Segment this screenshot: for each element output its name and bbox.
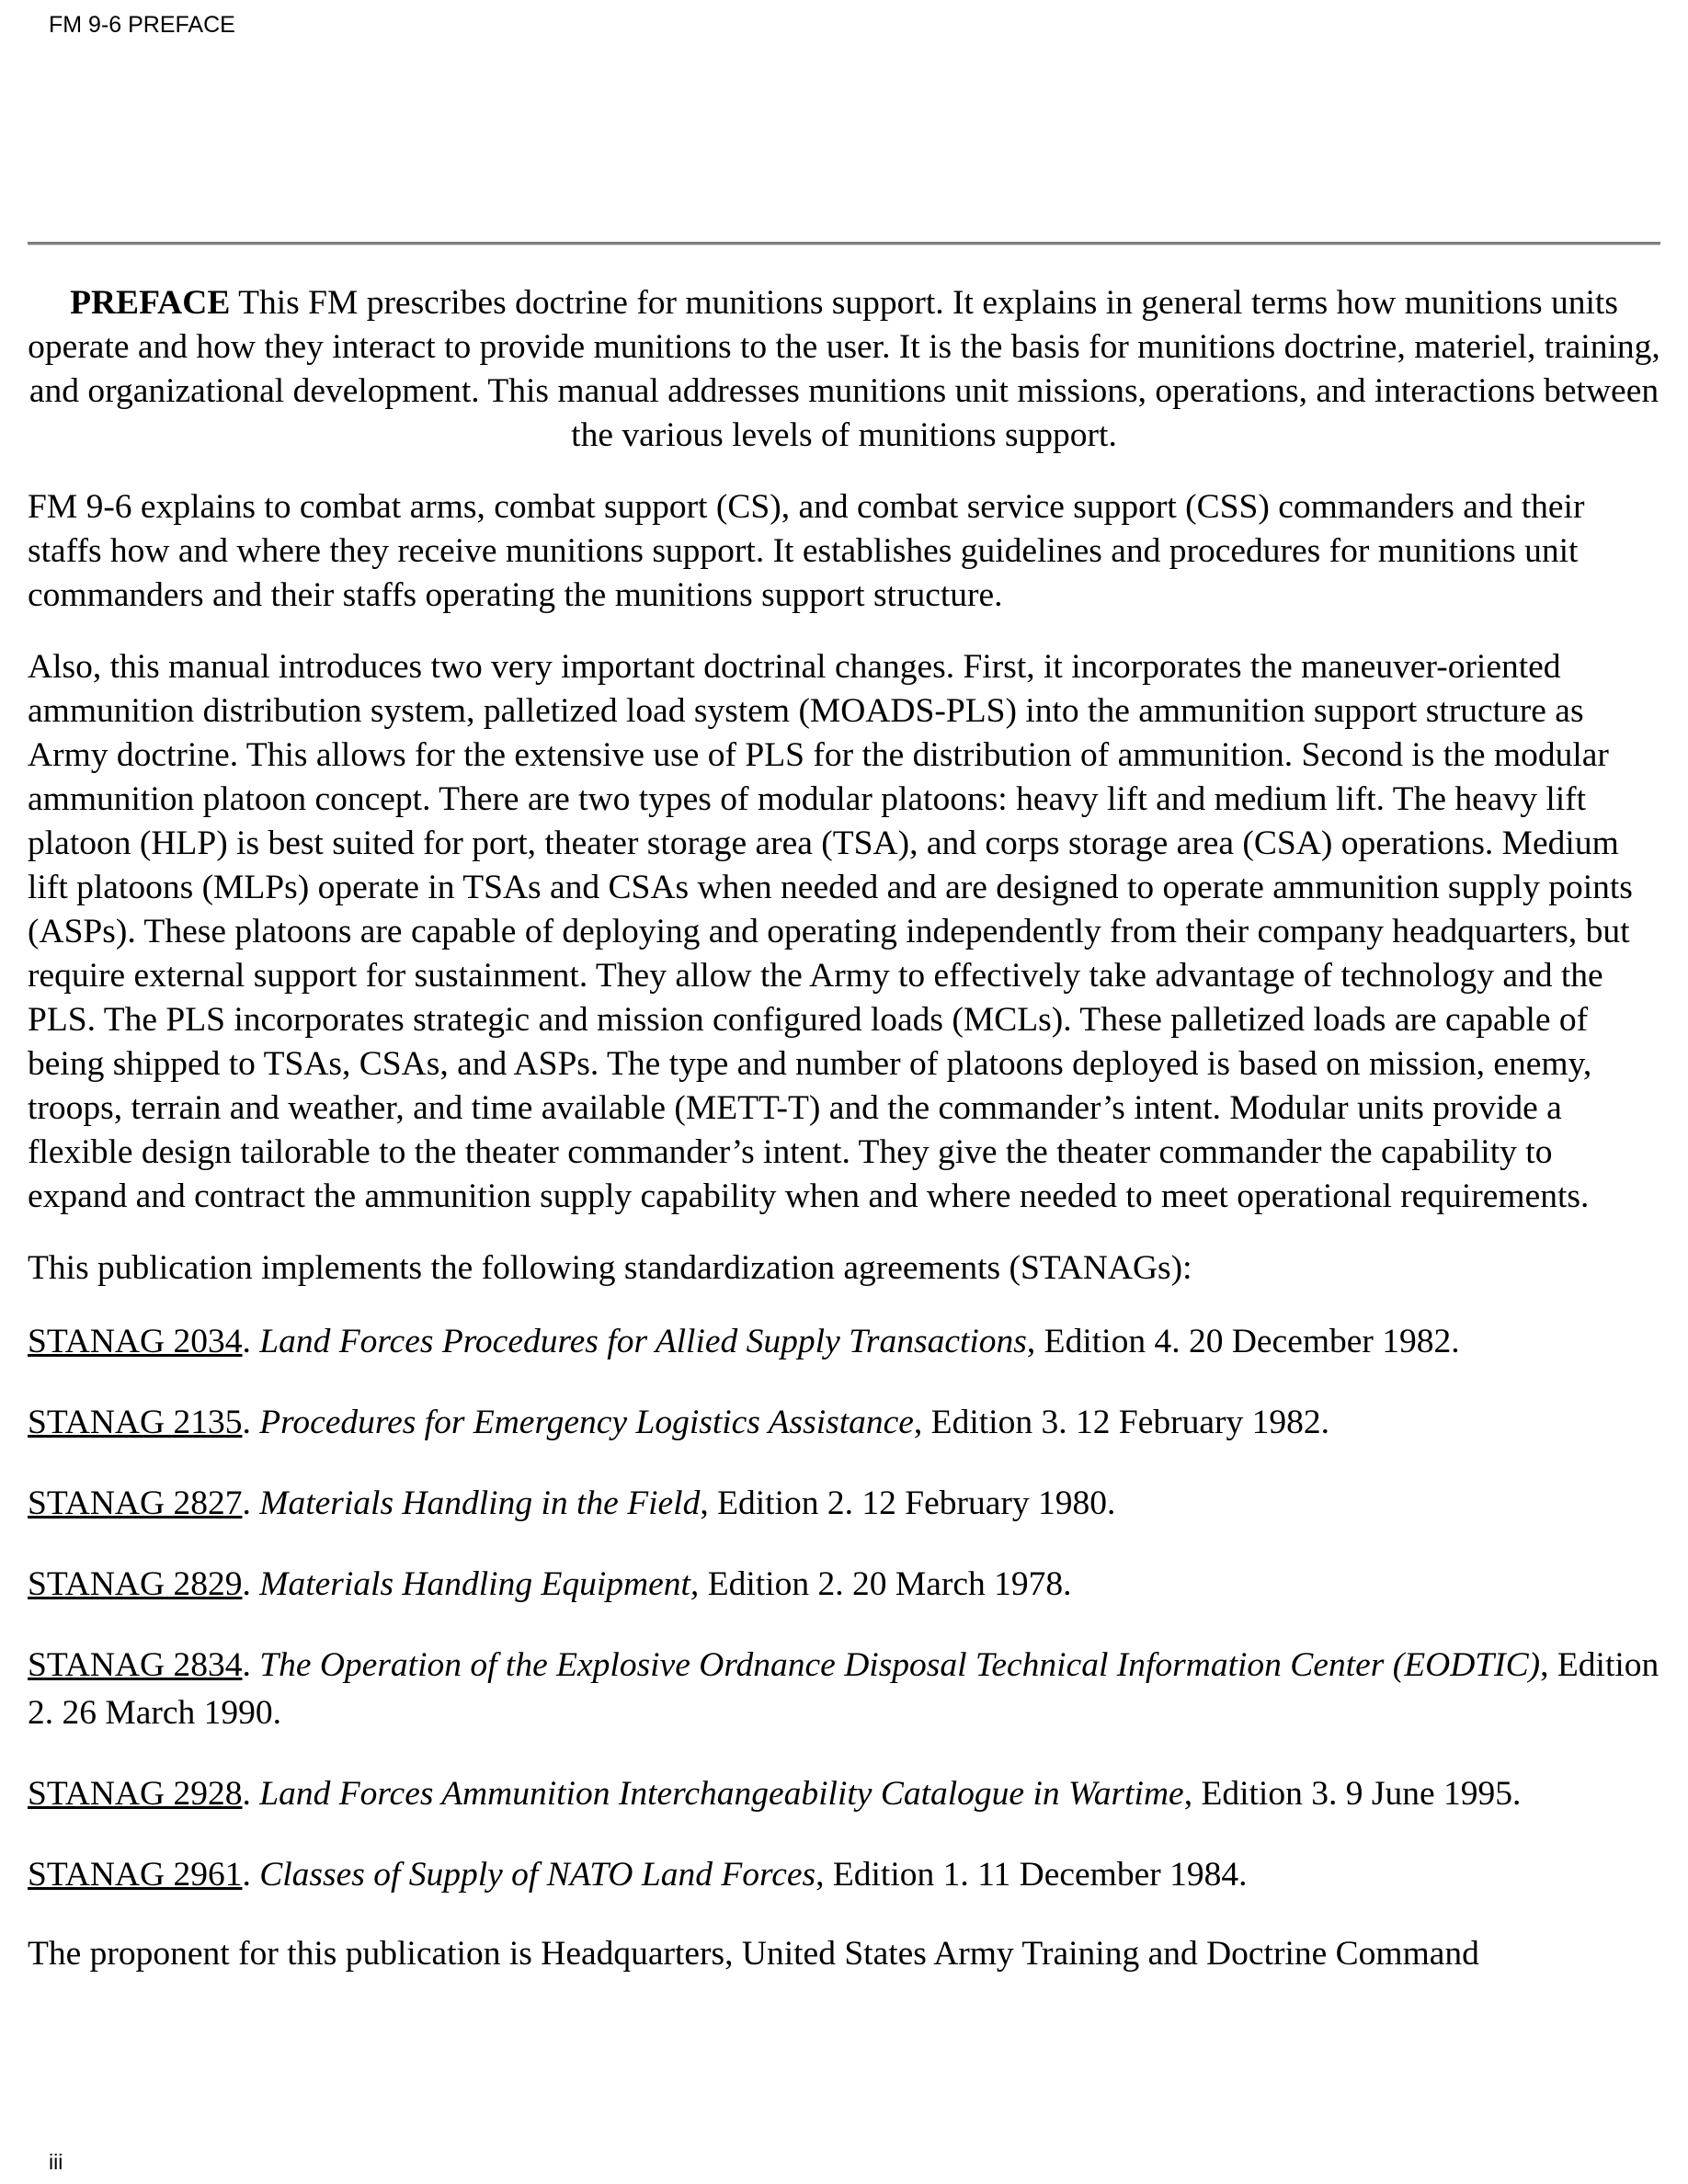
paragraph-stanag-intro: This publication implements the following standardization agreements (STANAGs):: [28, 1249, 1192, 1287]
stanag-edition: , Edition 4. 20 December 1982.: [1026, 1323, 1460, 1360]
stanag-link[interactable]: STANAG 2928: [28, 1775, 243, 1813]
running-head: FM 9-6 PREFACE: [49, 12, 235, 38]
stanag-entry: STANAG 2135. Procedures for Emergency Logistics Assistance, Edition 3. 12 February 1982.: [28, 1404, 1329, 1441]
stanag-entry: STANAG 2827. Materials Handling in the Field, Edition 2. 12 February 1980.: [28, 1484, 1116, 1522]
stanag-title: Land Forces Procedures for Allied Supply Transactions: [259, 1323, 1027, 1360]
preface-content: [28, 281, 1660, 2004]
page-number: iii: [49, 2150, 63, 2174]
stanag-edition: , Edition 2. 26 March 1990.: [28, 1646, 1659, 1732]
stanag-edition: , Edition 3. 9 June 1995.: [1183, 1775, 1522, 1813]
stanag-link[interactable]: STANAG 2834: [28, 1646, 243, 1684]
stanag-entry: STANAG 2834. The Operation of the Explosive Ordnance Disposal Technical Information Center (EODTIC), Edition 2. 26 March 1990.: [28, 1646, 1659, 1732]
stanag-link[interactable]: STANAG 2034: [28, 1323, 243, 1360]
stanag-edition: , Edition 1. 11 December 1984.: [815, 1856, 1248, 1894]
preface-intro-paragraph: [28, 281, 1660, 458]
paragraph-doctrinal-changes: Also, this manual introduces two very important doctrinal changes. First, it incorporates the maneuver-oriented ammunition distribution system, palletized load system (MOADS-PLS) into the ammunition support structure as Army doctrine. This allows for the extensive use of PLS for the distribution of ammunition. Second is the modular ammunition platoon concept. There are two types of modular platoons: heavy lift and medium lift. The heavy lift platoon (HLP) is best suited for port, theater storage area (TSA), and corps storage area (CSA) operations. Medium lift platoons (MLPs) operate in TSAs and CSAs when needed and are designed to operate ammunition supply points (ASPs). These platoons are capable of deploying and operating independently from their company headquarters, but require external support for sustainment. They allow the Army to effectively take advantage of technology and the PLS. The PLS incorporates strategic and mission configured loads (MCLs). These palletized loads are capable of being shipped to TSAs, CSAs, and ASPs. The type and number of platoons deployed is based on mission, enemy, troops, terrain and weather, and time available (METT-T) and the commander’s intent. Modular units provide a flexible design tailorable to the theater commander’s intent. They give the theater commander the capability to expand and contract the ammunition supply capability when and where needed to meet operational requirements.: [28, 648, 1633, 1215]
paragraph-proponent: The proponent for this publication is Headquarters, United States Army Training and Doctrine Command: [28, 1935, 1479, 1973]
stanag-title: Procedures for Emergency Logistics Assistance: [259, 1404, 914, 1441]
stanag-title: Materials Handling in the Field: [259, 1484, 701, 1522]
header-rule: [28, 242, 1660, 245]
stanag-entry: STANAG 2829. Materials Handling Equipment, Edition 2. 20 March 1978.: [28, 1565, 1072, 1603]
stanag-edition: , Edition 2. 12 February 1980.: [700, 1484, 1116, 1522]
stanag-link[interactable]: STANAG 2829: [28, 1565, 243, 1603]
preface-intro-text: This FM prescribes doctrine for munitions support. It explains in general terms how munitions units operate and how they interact to provide munitions to the user. It is the basis for munitions doctrine, materiel, training, and organizational development. This manual addresses munitions unit missions, operations, and interactions between the various levels of munitions support.: [28, 284, 1660, 454]
stanag-link[interactable]: STANAG 2961: [28, 1856, 243, 1894]
stanag-edition: , Edition 3. 12 February 1982.: [913, 1404, 1329, 1441]
stanag-entry: STANAG 2034. Land Forces Procedures for Allied Supply Transactions, Edition 4. 20 December 1982.: [28, 1323, 1460, 1360]
stanag-link[interactable]: STANAG 2135: [28, 1404, 243, 1441]
stanag-title: Materials Handling Equipment,: [259, 1565, 700, 1603]
stanag-title: The Operation of the Explosive Ordnance Disposal Technical Information Center (EODTIC): [259, 1646, 1541, 1684]
stanag-link[interactable]: STANAG 2827: [28, 1484, 243, 1522]
preface-heading: PREFACE: [70, 284, 231, 322]
stanag-title: Land Forces Ammunition Interchangeability Catalogue in Wartime: [259, 1775, 1184, 1813]
stanag-entry: STANAG 2961. Classes of Supply of NATO Land Forces, Edition 1. 11 December 1984.: [28, 1856, 1248, 1894]
paragraph-audience: FM 9-6 explains to combat arms, combat support (CS), and combat service support (CSS) commanders and their staffs how and where they receive munitions support. It establishes guidelines and procedures for munitions unit commanders and their staffs operating the munitions support structure.: [28, 488, 1585, 614]
stanag-edition: Edition 2. 20 March 1978.: [699, 1565, 1072, 1603]
stanag-title: Classes of Supply of NATO Land Forces: [259, 1856, 816, 1894]
stanag-entry: STANAG 2928. Land Forces Ammunition Interchangeability Catalogue in Wartime, Edition 3. 9 June 1995.: [28, 1775, 1522, 1813]
